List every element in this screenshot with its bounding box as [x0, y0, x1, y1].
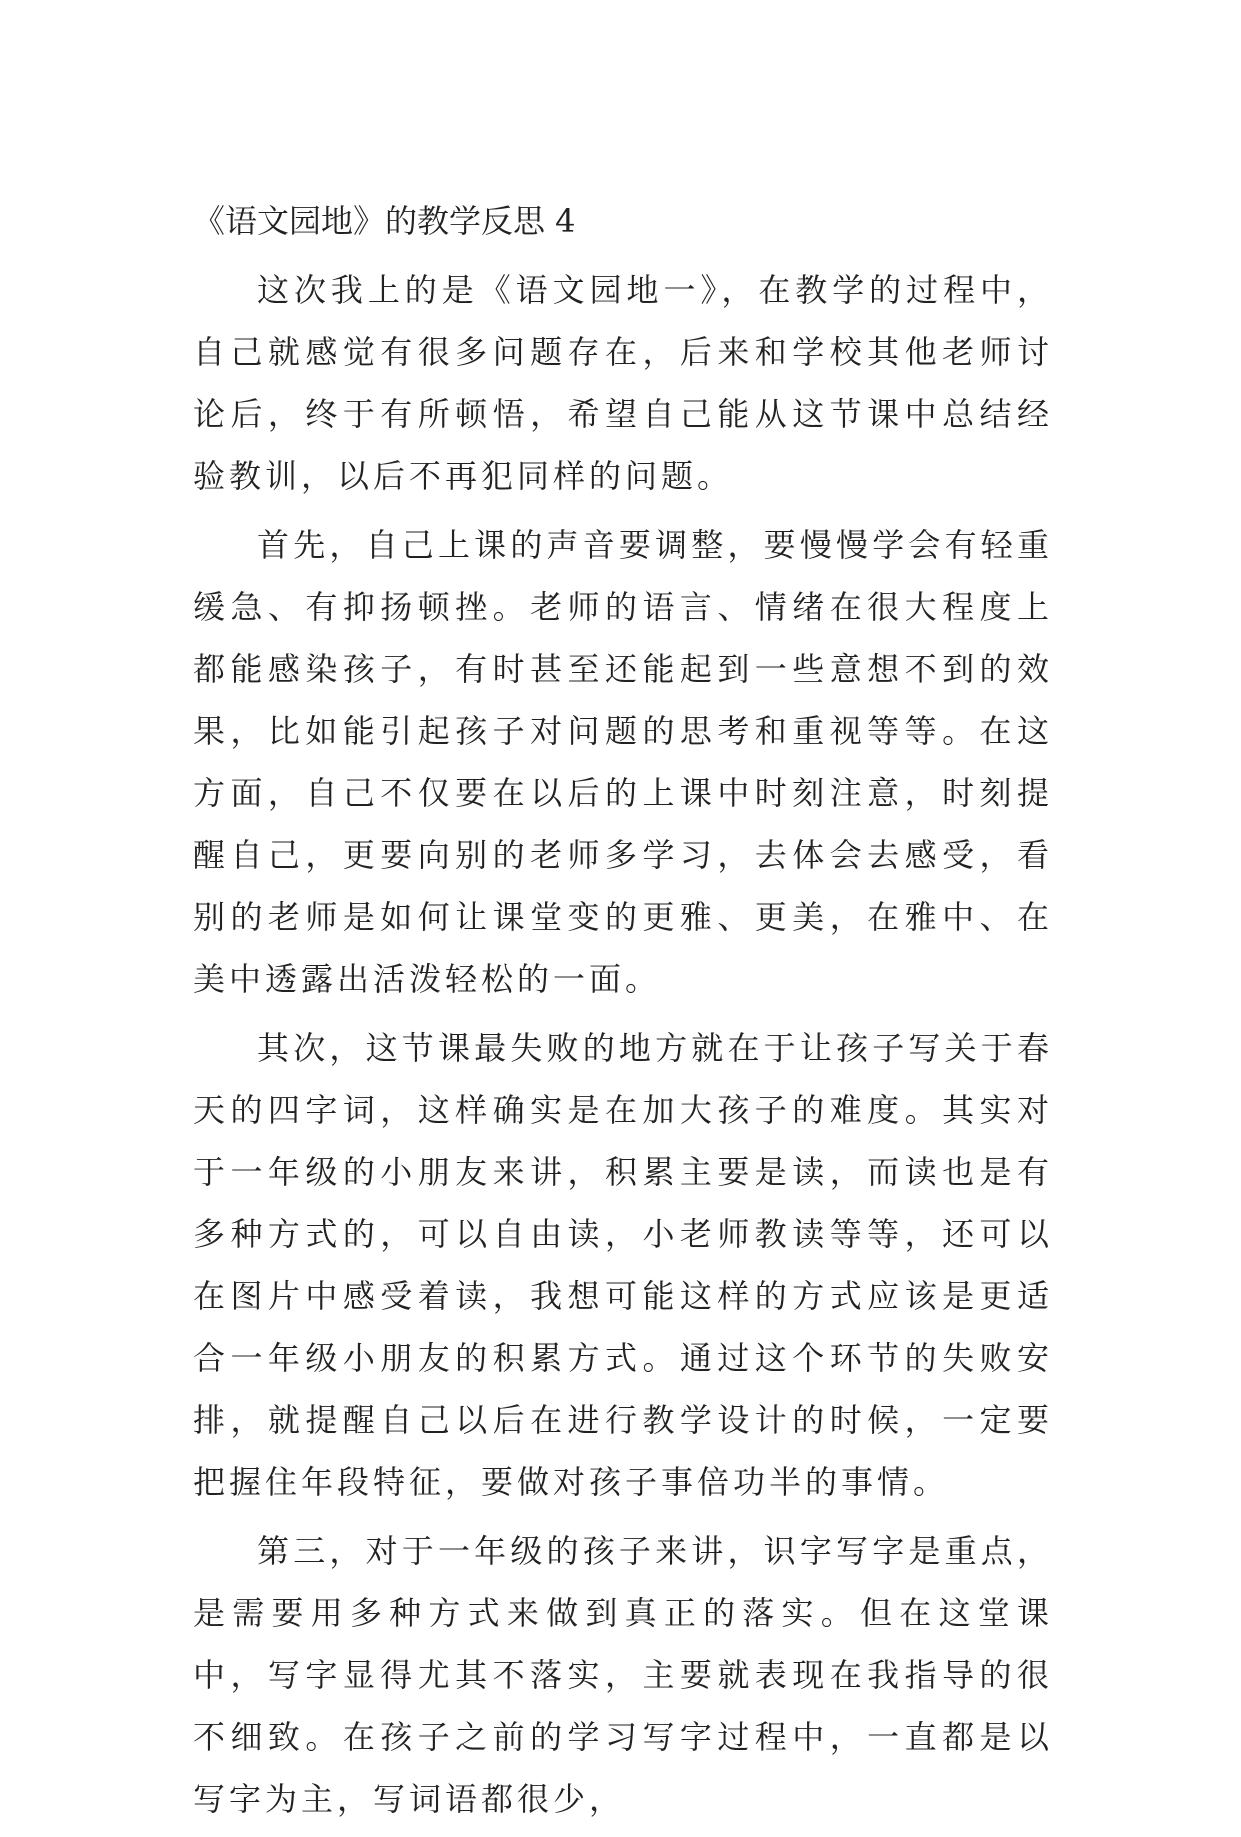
paragraph-third-point: 第三，对于一年级的孩子来讲，识字写字是重点，是需要用多种方式来做到真正的落实。但在这堂课中，写字显得尤其不落实，主要就表现在我指导的很不细致。在孩子之前的学习写字过程中，一直都是以写字为主，写词语都很少， — [193, 1532, 1053, 1818]
paragraph-second-point: 其次，这节课最失败的地方就在于让孩子写关于春天的四字词，这样确实是在加大孩子的难度。其实对于一年级的小朋友来讲，积累主要是读，而读也是有多种方式的，可以自由读，小老师教读等等，还可以在图片中感受着读，我想可能这样的方式应该是更适合一年级小朋友的积累方式。通过这个环节的失败安排，就提醒自己以后在进行教学设计的时候，一定要把握住年段特征，要做对孩子事倍功半的事情。 — [193, 1029, 1053, 1501]
document-body — [193, 190, 1053, 1837]
document-title: 《语文园地》的教学反思 4 — [193, 202, 576, 240]
paragraph-intro: 这次我上的是《语文园地一》，在教学的过程中，自己就感觉有很多问题存在，后来和学校其他老师讨论后，终于有所顿悟，希望自己能从这节课中总结经验教训，以后不再犯同样的问题。 — [193, 271, 1053, 495]
paragraph-first-point: 首先，自己上课的声音要调整，要慢慢学会有轻重缓急、有抑扬顿挫。老师的语言、情绪在很大程度上都能感染孩子，有时甚至还能起到一些意想不到的效果，比如能引起孩子对问题的思考和重视等等。在这方面，自己不仅要在以后的上课中时刻注意，时刻提醒自己，更要向别的老师多学习，去体会去感受，看别的老师是如何让课堂变的更雅、更美，在雅中、在美中透露出活泼轻松的一面。 — [193, 526, 1053, 998]
